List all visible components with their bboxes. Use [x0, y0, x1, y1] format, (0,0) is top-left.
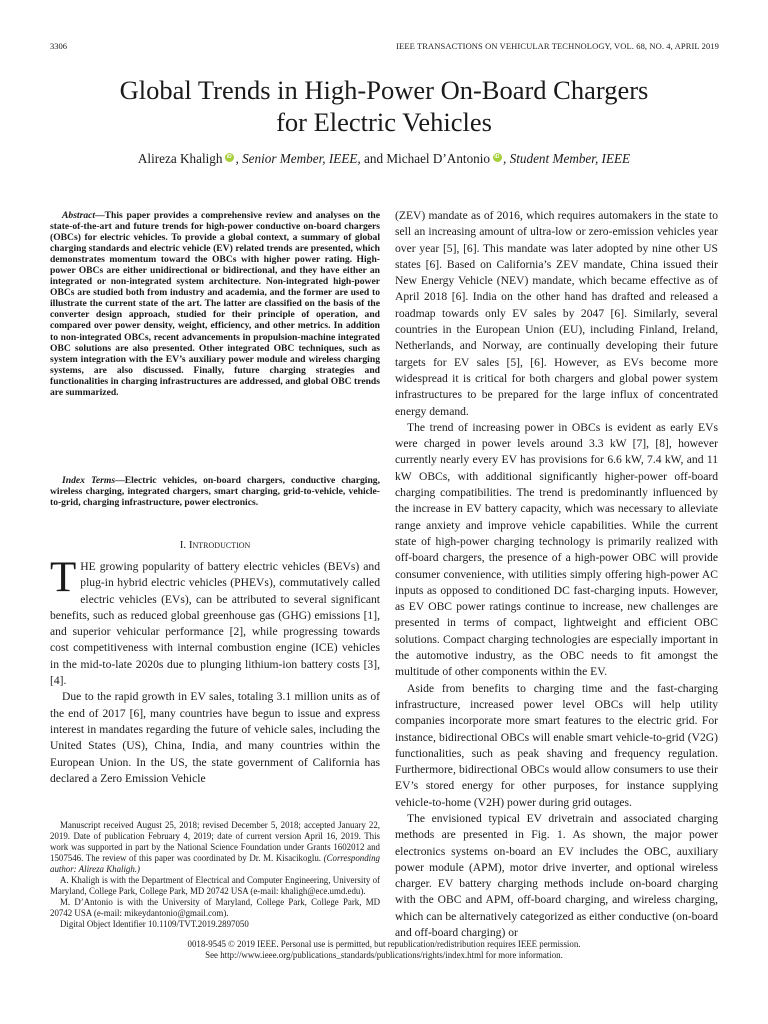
- intro-paragraph-2: Due to the rapid growth in EV sales, totaling 3.1 million units as of the end of 2017 [6], many countries have begun to issue and express interest in mandates regarding the future of vehicle sales, including the United States (US), China, India, and many countries within the European Union. In the US, the state government of California has declared a Zero Emission Vehicle: [50, 690, 380, 785]
- title-line-2: for Electric Vehicles: [276, 107, 492, 137]
- index-terms: [50, 475, 380, 508]
- footnotes: [50, 820, 380, 930]
- copyright-line-1: 0018-9545 © 2019 IEEE. Personal use is permitted, but republication/redistribution requires IEEE permission.: [187, 939, 581, 949]
- orcid-icon[interactable]: [493, 153, 502, 162]
- intro-paragraph-1-text: HE growing popularity of battery electric vehicles (BEVs) and plug-in hybrid electric vehicles (PHEVs), commutatively called electric vehicles (EVs), can be attributed to several significant benefits, such as reduced global greenhouse gas (GHG) emissions [1], and superior vehicular performance [2], while progressing towards cost competitiveness with internal combustion engine (ICE) vehicles in the mid-to-late 2020s due to plunging lithium-ion battery costs [3], [4].: [50, 560, 380, 688]
- author-line: [50, 151, 718, 167]
- copyright-line-2[interactable]: See http://www.ieee.org/publications_standards/publications/rights/index.html for more information.: [205, 950, 563, 960]
- intro-paragraph-1: [50, 554, 380, 689]
- copyright-notice: [50, 939, 718, 961]
- introduction-body: [50, 554, 380, 787]
- section-title: Introduction: [188, 539, 251, 551]
- right-paragraph-1: (ZEV) mandate as of 2016, which requires automakers in the state to sell an increasing amount of ultra-low or zero-emission vehicles year over year [5], [6]. This mandate was later adopted by nine other US states [6]. Based on California’s ZEV mandate, China issued their New Energy Vehicle (NEV) mandate, which became effective as of April 2018 [6]. India on the other hand has drafted and released a roadmap towards only EV sales by 2047 [6]. Similarly, several countries in the European Union (EU), including Finland, Ireland, Netherlands, and Norway, are continually developing their future targets for EV sales [5], [6]. However, as EVs become more widespread it is critical for both chargers and global power system infrastructures to be prepared for the large influx of concentrated energy demand.: [395, 209, 718, 418]
- right-paragraph-2: The trend of increasing power in OBCs is evident as early EVs were charged in power levels around 3.3 kW [7], [8], however currently nearly every EV has provisions for 6.6 kW, 7.4 kW, and 11 kW OBCs, with additional significantly higher-power off-board charging compatibilities. The trend is predominantly influenced by the increase in EV battery capacity, which was necessary to alleviate range anxiety and improve vehicle capabilities. While the current state of high-power charging technology is primarily realized with off-board chargers, the presence of a high-power OBC will provide consumer convenience, with utilities simply offering high-power AC inputs as opposed to conditioned DC fast-charging inputs. However, as EV OBC power ratings continue to increase, new challenges are presented in terms of compact, lightweight and efficient OBC solutions. Compact charging technologies are especially important in the automotive industry, as the OBC needs to fit amongst the multitude of other components within the EV.: [395, 420, 718, 679]
- author-2-name: Michael D’Antonio: [386, 151, 491, 166]
- right-paragraph-4: The envisioned typical EV drivetrain and associated charging methods are presented in Fig. 1. As shown, the major power electronics systems on-board an EV includes the OBC, auxiliary power module (APM), motor drive inverter, and optional wireless charger. EV battery charging methods include on-board charging with the OBC and APM, off-board charging, and wireless charging, which can be alternatively categorized as either conductive (on-board and off-board charging) or: [395, 811, 718, 940]
- corresponding-author: (Corresponding author: Alireza Khaligh.): [50, 853, 380, 874]
- right-paragraph-3: Aside from benefits to charging time and the fast-charging infrastructure, increased power level OBCs will help utility companies incorporate more smart features to the electric grid. For instance, bidirectional OBCs will enable smart vehicle-to-grid (V2G) functionalities, such as peak shaving and frequency regulation. Furthermore, bidirectional OBCs would allow consumers to use their EV’s stored energy for other purposes, for instance supplying vehicle-to-home (V2H) power during grid outages.: [395, 681, 718, 809]
- footnote-affiliation-2: M. D’Antonio is with the University of Maryland, College Park, College Park, MD 20742 USA (e-mail: mikeydantonio@gmail.com).: [50, 897, 380, 918]
- section-number: I.: [179, 539, 189, 551]
- index-terms-text: —Electric vehicles, on-board chargers, conductive charging, wireless charging, integrated chargers, smart charging, grid-to-vehicle, vehicle-to-grid, charging infrastructure, power electronics.: [50, 475, 380, 509]
- section-heading-introduction: [50, 539, 380, 551]
- author-1-name: Alireza Khaligh: [137, 151, 223, 166]
- footnote-manuscript: [50, 820, 380, 875]
- orcid-icon[interactable]: [225, 153, 234, 162]
- title-line-1: Global Trends in High-Power On-Board Chargers: [119, 75, 649, 105]
- index-terms-lead: Index Terms: [62, 475, 116, 486]
- paper-title: [50, 74, 718, 138]
- abstract-text: —This paper provides a comprehensive review and analyses on the state-of-the-art and future trends for high-power conductive on-board chargers (OBCs) for electric vehicles. To provide a global context, a summary of global charging standards and electric vehicle (EV) related trends are presented, which demonstrates momentum toward the OBCs with higher power rating. High-power OBCs are either unidirectional or bidirectional, and they have either an integrated or non-integrated system architecture. Non-integrated high-power OBCs are studied both from industry and academia, and the former are used to illustrate the current state of the art. The latter are classified on the basis of the converter design approach, studied for their principle of operation, and compared over power density, weight, efficiency, and other metrics. In addition to non-integrated OBCs, recent advancements in propulsion-machine integrated OBC solutions are also presented. Other integrated OBC techniques, such as system integration with the EV’s auxiliary power module and wireless charging systems, are also discussed. Finally, future charging strategies and functionalities in charging infrastructures are addressed, and global OBC trends are summarized.: [50, 210, 380, 398]
- author-2-affiliation: , Student Member, IEEE: [503, 151, 631, 166]
- abstract: [50, 210, 380, 398]
- footnote-doi: Digital Object Identifier 10.1109/TVT.2019.2897050: [60, 919, 249, 929]
- right-column-body: [395, 208, 718, 941]
- abstract-lead: Abstract: [62, 210, 96, 221]
- author-conjunction: and: [360, 151, 387, 166]
- author-1-affiliation: , Senior Member, IEEE,: [235, 151, 361, 166]
- drop-cap: T: [50, 554, 77, 601]
- footnote-manuscript-text: Manuscript received August 25, 2018; revised December 5, 2018; accepted January 22, 2019. Date of publication February 4, 2019; date of current version April 16, 2019. This work was supported in part by the National Science Foundation under Grants 1602012 and 1507546. The review of this paper was coordinated by Dr. M. Kisacikoglu.: [50, 820, 380, 863]
- footnote-affiliation-1: A. Khaligh is with the Department of Electrical and Computer Engineering, University of Maryland, College Park, College Park, MD 20742 USA (e-mail: khaligh@ece.umd.edu).: [50, 875, 380, 896]
- page-number: 3306: [50, 41, 67, 51]
- journal-header: IEEE TRANSACTIONS ON VEHICULAR TECHNOLOGY, VOL. 68, NO. 4, APRIL 2019: [396, 41, 719, 51]
